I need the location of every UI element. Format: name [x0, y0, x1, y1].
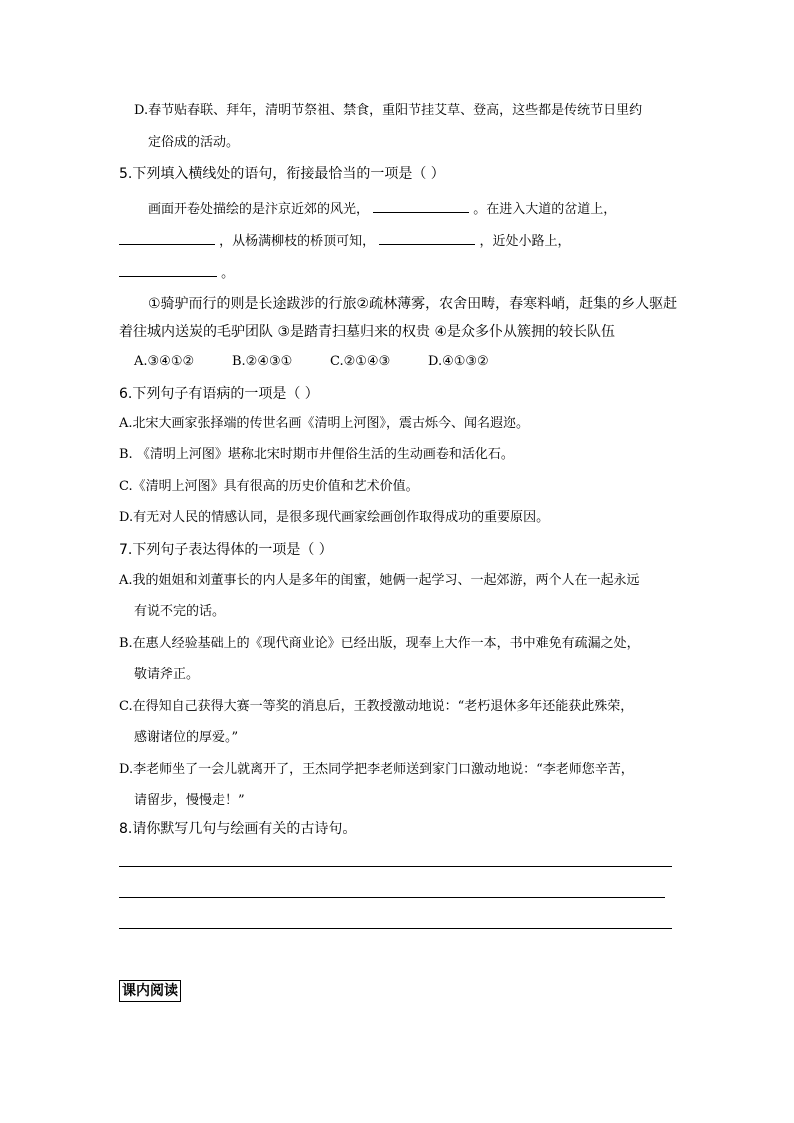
- q5-blank-2: [119, 230, 215, 245]
- q5-passage-a: 画面开卷处描绘的是汴京近郊的风光，: [148, 202, 370, 217]
- q5-passage-line1: [148, 198, 616, 220]
- q5-passage-d: ，近处小路上，: [479, 234, 571, 249]
- answer-line-2[interactable]: [119, 897, 665, 898]
- q5-stem: 5.下列填入横线处的语句，衔接最恰当的一项是（ ）: [119, 166, 445, 182]
- q5-passage-b: 。在进入大道的岔道上，: [473, 202, 617, 217]
- q6-stem: 6.下列句子有语病的一项是（ ）: [119, 386, 319, 402]
- q7-option-a-line1: A.我的姐姐和刘董事长的内人是多年的闺蜜，她俩一起学习、一起郊游，两个人在一起永远: [119, 573, 640, 588]
- q6-option-c: C.《清明上河图》具有很高的历史价值和艺术价值。: [119, 479, 419, 494]
- answer-line-1[interactable]: [119, 866, 672, 867]
- q5-passage-c: ，从杨满柳枝的桥顶可知，: [219, 234, 376, 249]
- q5-passage-line2: [119, 230, 570, 252]
- q5-choice-c: C.②①④③: [330, 354, 391, 369]
- q7-option-c-line2: 感谢诸位的厚爱。”: [134, 730, 239, 745]
- q5-options-line2: 着往城内送炭的毛驴团队 ③是踏青扫墓归来的权贵 ④是众多仆从簇拥的较长队伍: [119, 324, 615, 340]
- q6-option-a: A.北宋大画家张择端的传世名画《清明上河图》，震古烁今、闻名遐迩。: [119, 416, 530, 431]
- q8-stem: 8.请你默写几句与绘画有关的古诗句。: [119, 821, 357, 837]
- answer-line-3[interactable]: [119, 928, 672, 929]
- q6-option-b: B. 《清明上河图》堪称北宋时期市井俚俗生活的生动画卷和活化石。: [119, 447, 514, 462]
- q5-choice-a: A.③④①②: [134, 354, 195, 369]
- q5-passage-line3: [119, 262, 234, 284]
- q5-blank-1: [373, 198, 469, 213]
- section-heading-in-class-reading: 课内阅读: [119, 980, 181, 1002]
- q7-option-a-line2: 有说不完的话。: [134, 604, 226, 619]
- q5-choice-b: B.②④③①: [232, 354, 293, 369]
- q6-option-d: D.有无对人民的情感认同，是很多现代画家绘画创作取得成功的重要原因。: [119, 510, 550, 525]
- q5-options-line1: ①骑驴而行的则是长途跋涉的行旅②疏林薄雾，农舍田畴，春寒料峭，赶集的乡人驱赶: [148, 296, 678, 312]
- q5-choice-d: D.④①③②: [428, 354, 489, 369]
- q4-option-d-line2: 定俗成的活动。: [148, 135, 240, 150]
- q7-option-b-line1: B.在惠人经验基础上的《现代商业论》已经出版，现奉上大作一本，书中难免有疏漏之处，: [119, 636, 640, 651]
- q7-option-c-line1: C.在得知自己获得大赛一等奖的消息后，王教授激动地说：“老朽退休多年还能获此殊荣，: [119, 699, 634, 714]
- q7-option-d-line2: 请留步，慢慢走！”: [134, 793, 245, 808]
- q7-option-d-line1: D.李老师坐了一会儿就离开了，王杰同学把李老师送到家门口激动地说：“李老师您辛苦，: [119, 762, 634, 777]
- q5-blank-4: [119, 262, 217, 277]
- q7-option-b-line2: 敬请斧正。: [134, 667, 200, 682]
- q4-option-d-line1: D.春节贴春联、拜年，清明节祭祖、禁食，重阳节挂艾草、登高，这些都是传统节日里约: [134, 103, 643, 118]
- q5-blank-3: [379, 230, 475, 245]
- q5-passage-e: 。: [221, 266, 235, 281]
- q7-stem: 7.下列句子表达得体的一项是（ ）: [119, 542, 333, 558]
